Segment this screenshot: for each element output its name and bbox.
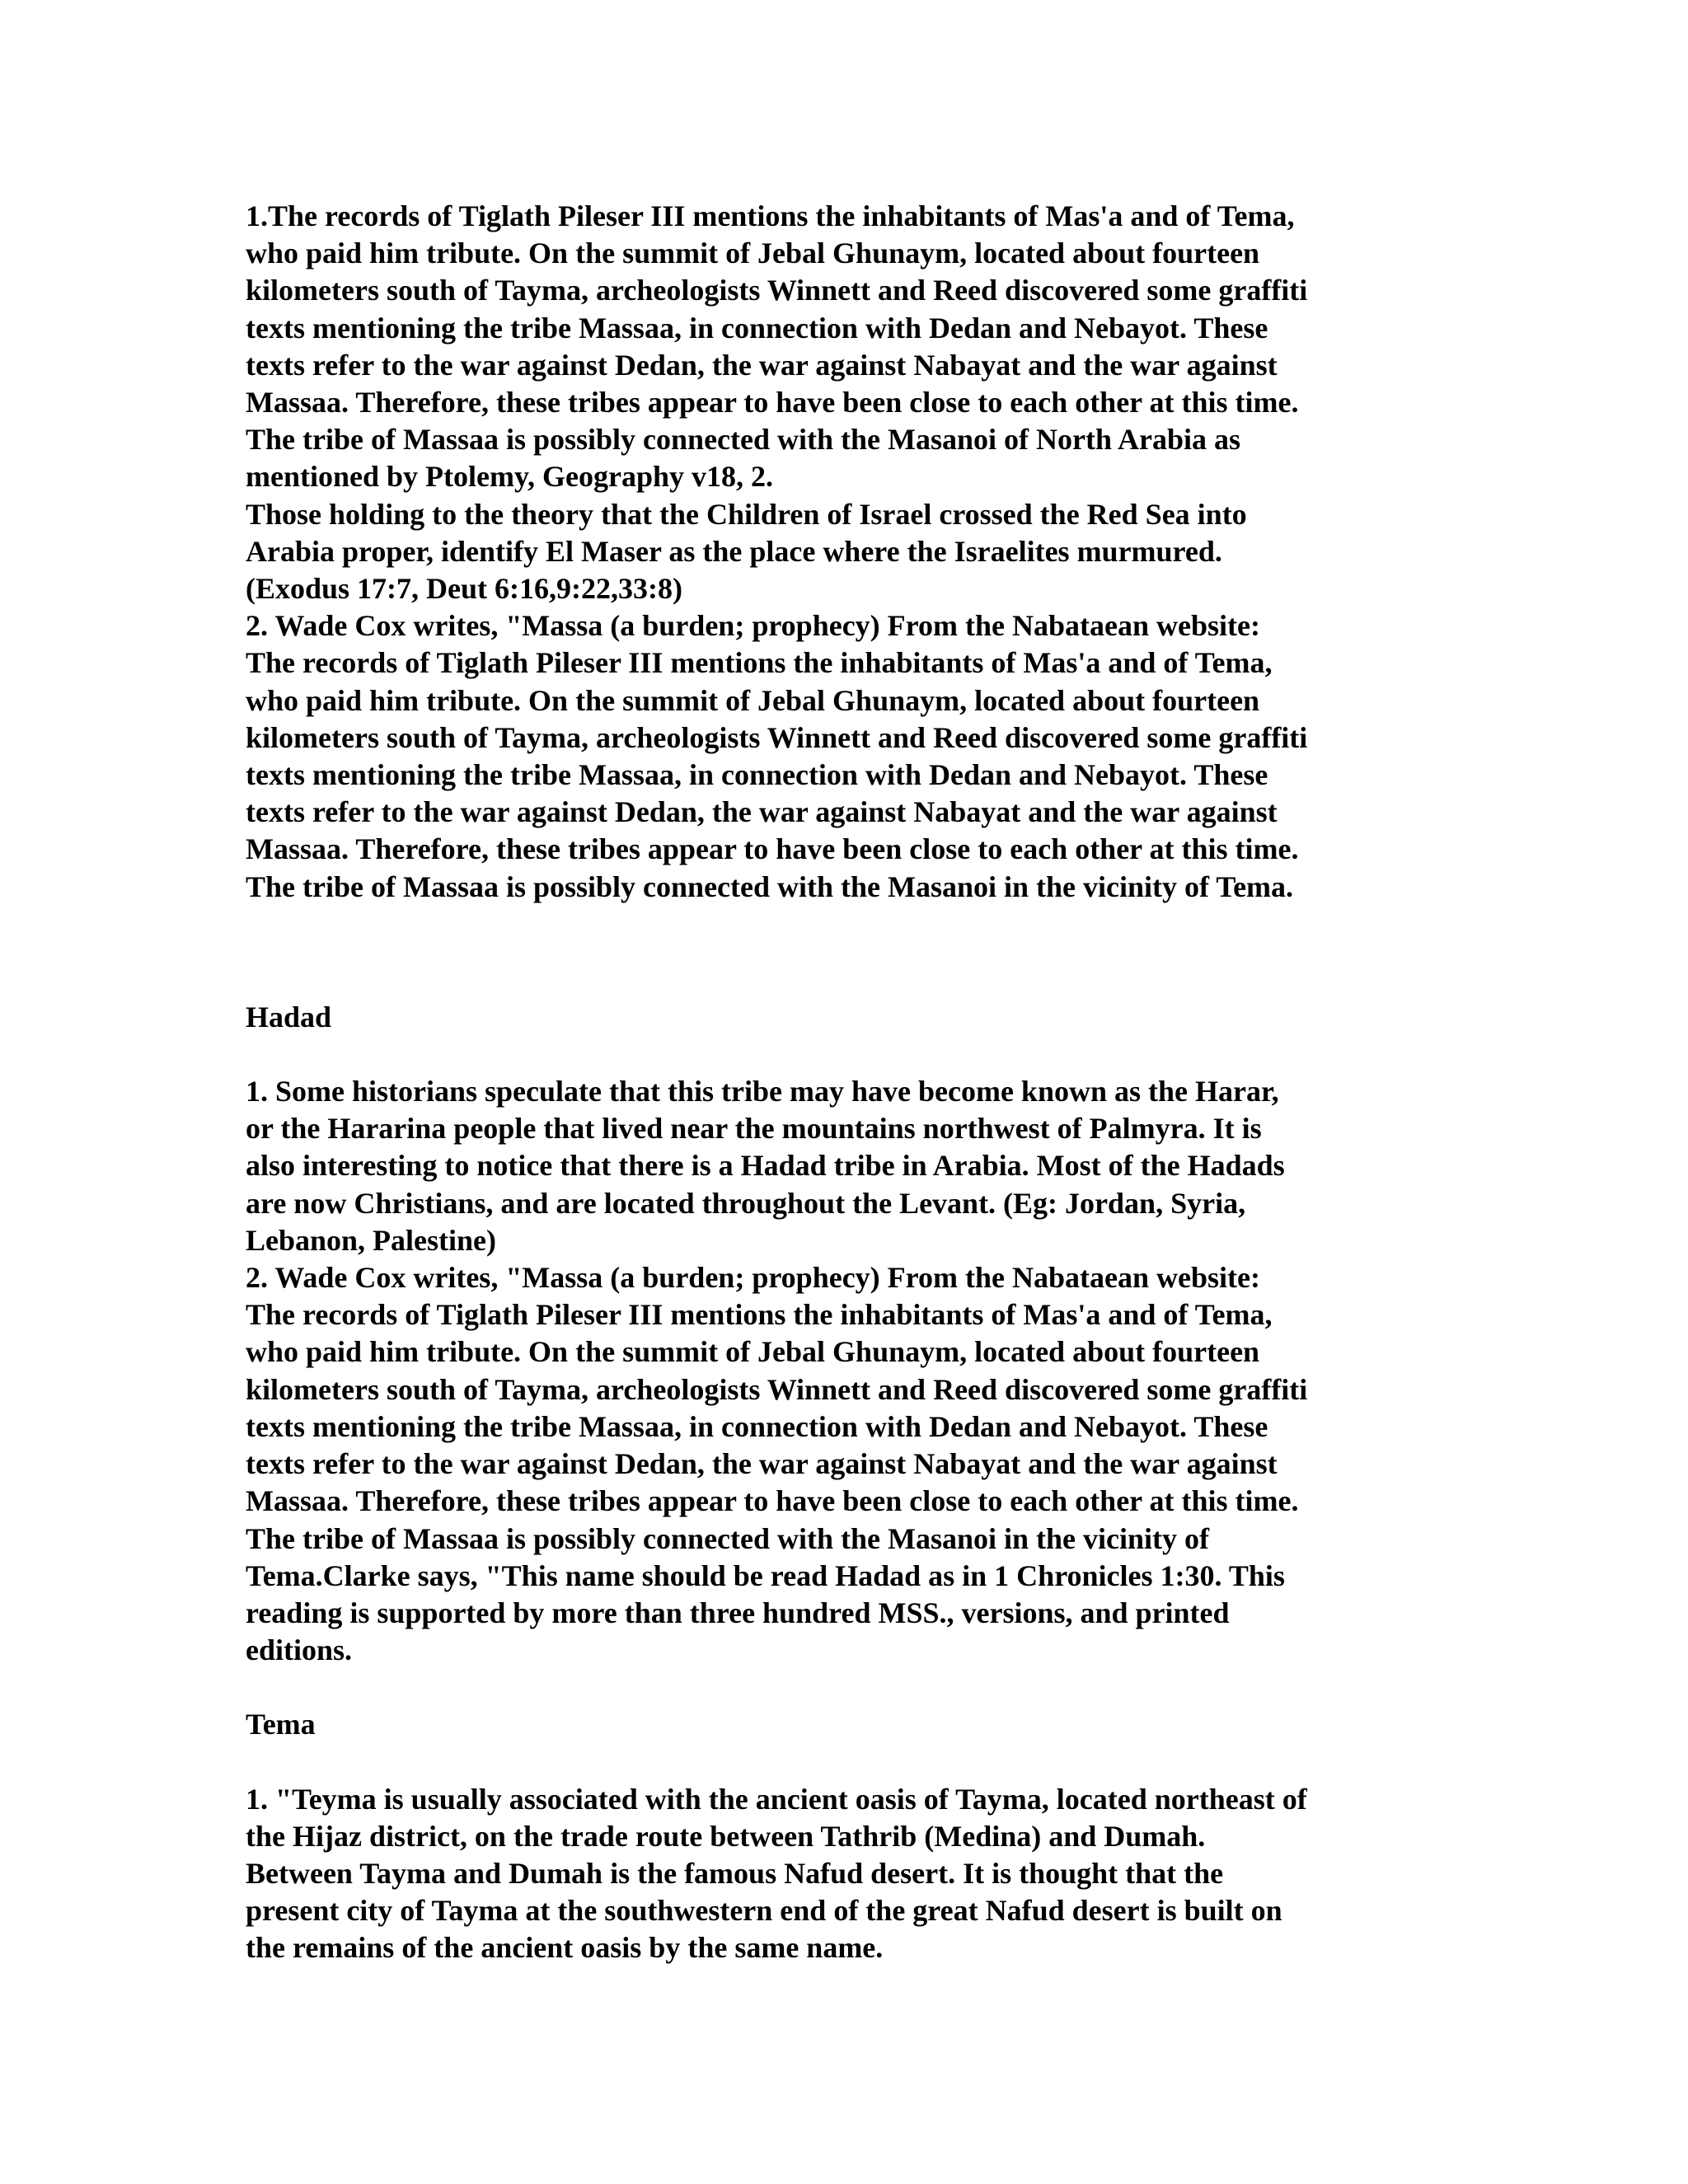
section-spacer [246, 1669, 1465, 1706]
section-heading-hadad: Hadad [246, 1000, 332, 1033]
section-spacer [246, 1744, 1465, 1781]
hadad-paragraph-1: 1. Some historians speculate that this tribe may have become known as the Harar, or the Hararina people that lived near the mountains northwest of Palmyra. It is also interesting to notice that there is a Hadad tribe in Arabia. Most of the Hadads are now Christians, and are located throughout the Levant. (Eg: Jordan, Syria, Lebanon, Palestine) [246, 1075, 1285, 1257]
massa-paragraph-2: Those holding to the theory that the Children of Israel crossed the Red Sea into Arabia proper, identify El Maser as the place where the Israelites murmured. (Exodus 17:7, Deut 6:16,9:22,33:8) [246, 497, 1247, 606]
massa-paragraph-1: 1.The records of Tiglath Pileser III mentions the inhabitants of Mas'a and of Tema, who paid him tribute. On the summit of Jebal Ghunaym, located about fourteen kilometers south of Tayma, archeologists Winnett and Reed discovered some graffiti texts mentioning the tribe Massaa, in connection with Dedan and Nebayot. These texts refer to the war against Dedan, the war against Nabayat and the war against Massaa. Therefore, these tribes appear to have been close to each other at this time. The tribe of Massaa is possibly connected with the Masanoi of North Arabia as mentioned by Ptolemy, Geography v18, 2. [246, 199, 1308, 494]
hadad-paragraph-2: 2. Wade Cox writes, "Massa (a burden; prophecy) From the Nabataean website: The records of Tiglath Pileser III mentions the inhabitants of Mas'a and of Tema, who paid him tribute. On the summit of Jebal Ghunaym, located about fourteen kilometers south of Tayma, archeologists Winnett and Reed discovered some graffiti texts mentioning the tribe Massaa, in connection with Dedan and Nebayot. These texts refer to the war against Dedan, the war against Nabayat and the war against Massaa. Therefore, these tribes appear to have been close to each other at this time. The tribe of Massaa is possibly connected with the Masanoi in the vicinity of Tema.Clarke says, "This name should be read Hadad as in 1 Chronicles 1:30. This reading is supported by more than three hundred MSS., versions, and printed editions. [246, 1261, 1308, 1667]
tema-paragraph-1: 1. "Teyma is usually associated with the ancient oasis of Tayma, located northeast of the Hijaz district, on the trade route between Tathrib (Medina) and Dumah. Between Tayma and Dumah is the famous Nafud desert. It is thought that the present city of Tayma at the southwestern end of the great Nafud desert is built on the remains of the ancient oasis by the same name. [246, 1782, 1307, 1965]
section-heading-tema: Tema [246, 1708, 316, 1741]
section-spacer [246, 906, 1465, 999]
document-body [246, 198, 1465, 1967]
section-spacer [246, 1036, 1465, 1073]
massa-paragraph-3: 2. Wade Cox writes, "Massa (a burden; prophecy) From the Nabataean website: The records of Tiglath Pileser III mentions the inhabitants of Mas'a and of Tema, who paid him tribute. On the summit of Jebal Ghunaym, located about fourteen kilometers south of Tayma, archeologists Winnett and Reed discovered some graffiti texts mentioning the tribe Massaa, in connection with Dedan and Nebayot. These texts refer to the war against Dedan, the war against Nabayat and the war against Massaa. Therefore, these tribes appear to have been close to each other at this time. The tribe of Massaa is possibly connected with the Masanoi in the vicinity of Tema. [246, 609, 1308, 903]
